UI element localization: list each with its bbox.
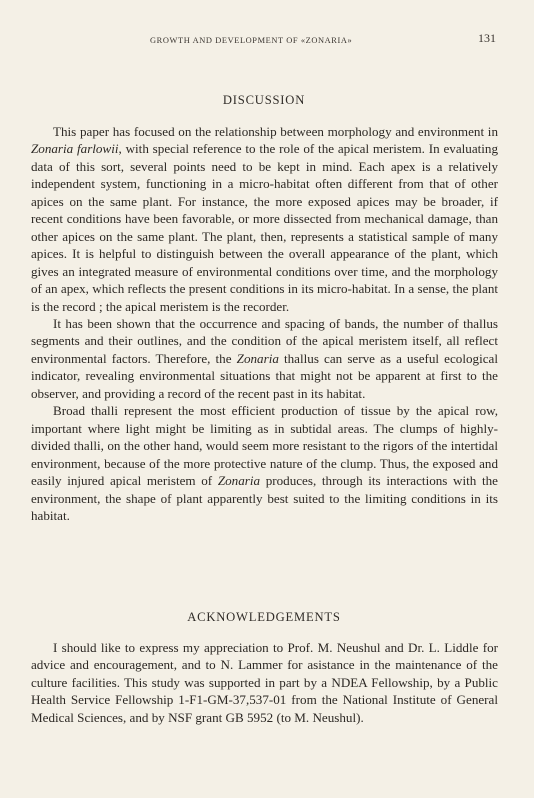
- acknowledgements-heading: ACKNOWLEDGEMENTS: [187, 610, 341, 624]
- acknowledgements-section: [31, 639, 498, 726]
- genus-name: Zonaria: [217, 473, 261, 489]
- discussion-paragraph-1: This paper has focused on the relationship between morphology and environment in Zonaria farlowii, with special reference to the role of the apical meristem. In evaluating data of this sort, several points need to be kept in mind. Each apex is a relatively independent system, functioning in a micro-habitat often different from that of other apices on the same plant. For instance, the more exposed apices may be broader, if recent conditions have been favorable, or more dissected from mechanical damage, than other apices on the same plant. The plant, then, represents a statistical sample of many apices. It is helpful to distinguish between the overall appearance of the plant, which gives an integrated measure of environmental conditions over time, and the morphology of an apex, which reflects the present conditions in its micro-habitat. In a sense, the plant is the record ; the apical meristem is the recorder.: [31, 124, 499, 314]
- discussion-section: [31, 123, 498, 524]
- running-title: GROWTH AND DEVELOPMENT OF «ZONARIA»: [150, 36, 353, 45]
- genus-name: Zonaria: [236, 350, 279, 366]
- discussion-heading: DISCUSSION: [222, 93, 306, 107]
- species-name: Zonaria farlowii: [31, 141, 119, 157]
- discussion-paragraph-3: Broad thalli represent the most efficient production of tissue by the apical row, important where light might be limiting as in subtidal areas. The clumps of highly-divided thalli, on the other hand, would seem more resistant to the rigors of the intertidal environment, because of the more protective nature of the clump. Thus, the exposed and easily injured apical meristem of Zonaria produces, through its interactions with the environment, the shape of plant apparently best suited to the limiting conditions in its habitat.: [31, 403, 498, 523]
- discussion-paragraph-2: It has been shown that the occurrence and spacing of bands, the number of thallus segments and their outlines, and the condition of the apical meristem itself, all reflect environmental factors. Therefore, the Zonaria thallus can serve as a useful ecological indicator, revealing environmental situations that might not be apparent at first to the observer, and providing a record of the recent past in its habitat.: [31, 315, 498, 401]
- page-number: 131: [478, 31, 496, 45]
- acknowledgements-paragraph: I should like to express my appreciation to Prof. M. Neushul and Dr. L. Liddle for advice and encouragement, and to N. Lammer for asistance in the maintenance of the culture facilities. This study was supported in part by a NDEA Fellowship, by a Public Health Service Fellowship 1-F1-GM-37,537-01 from the National Institute of General Medical Sciences, and by NSF grant GB 5952 (to M. Neushul).: [31, 640, 498, 725]
